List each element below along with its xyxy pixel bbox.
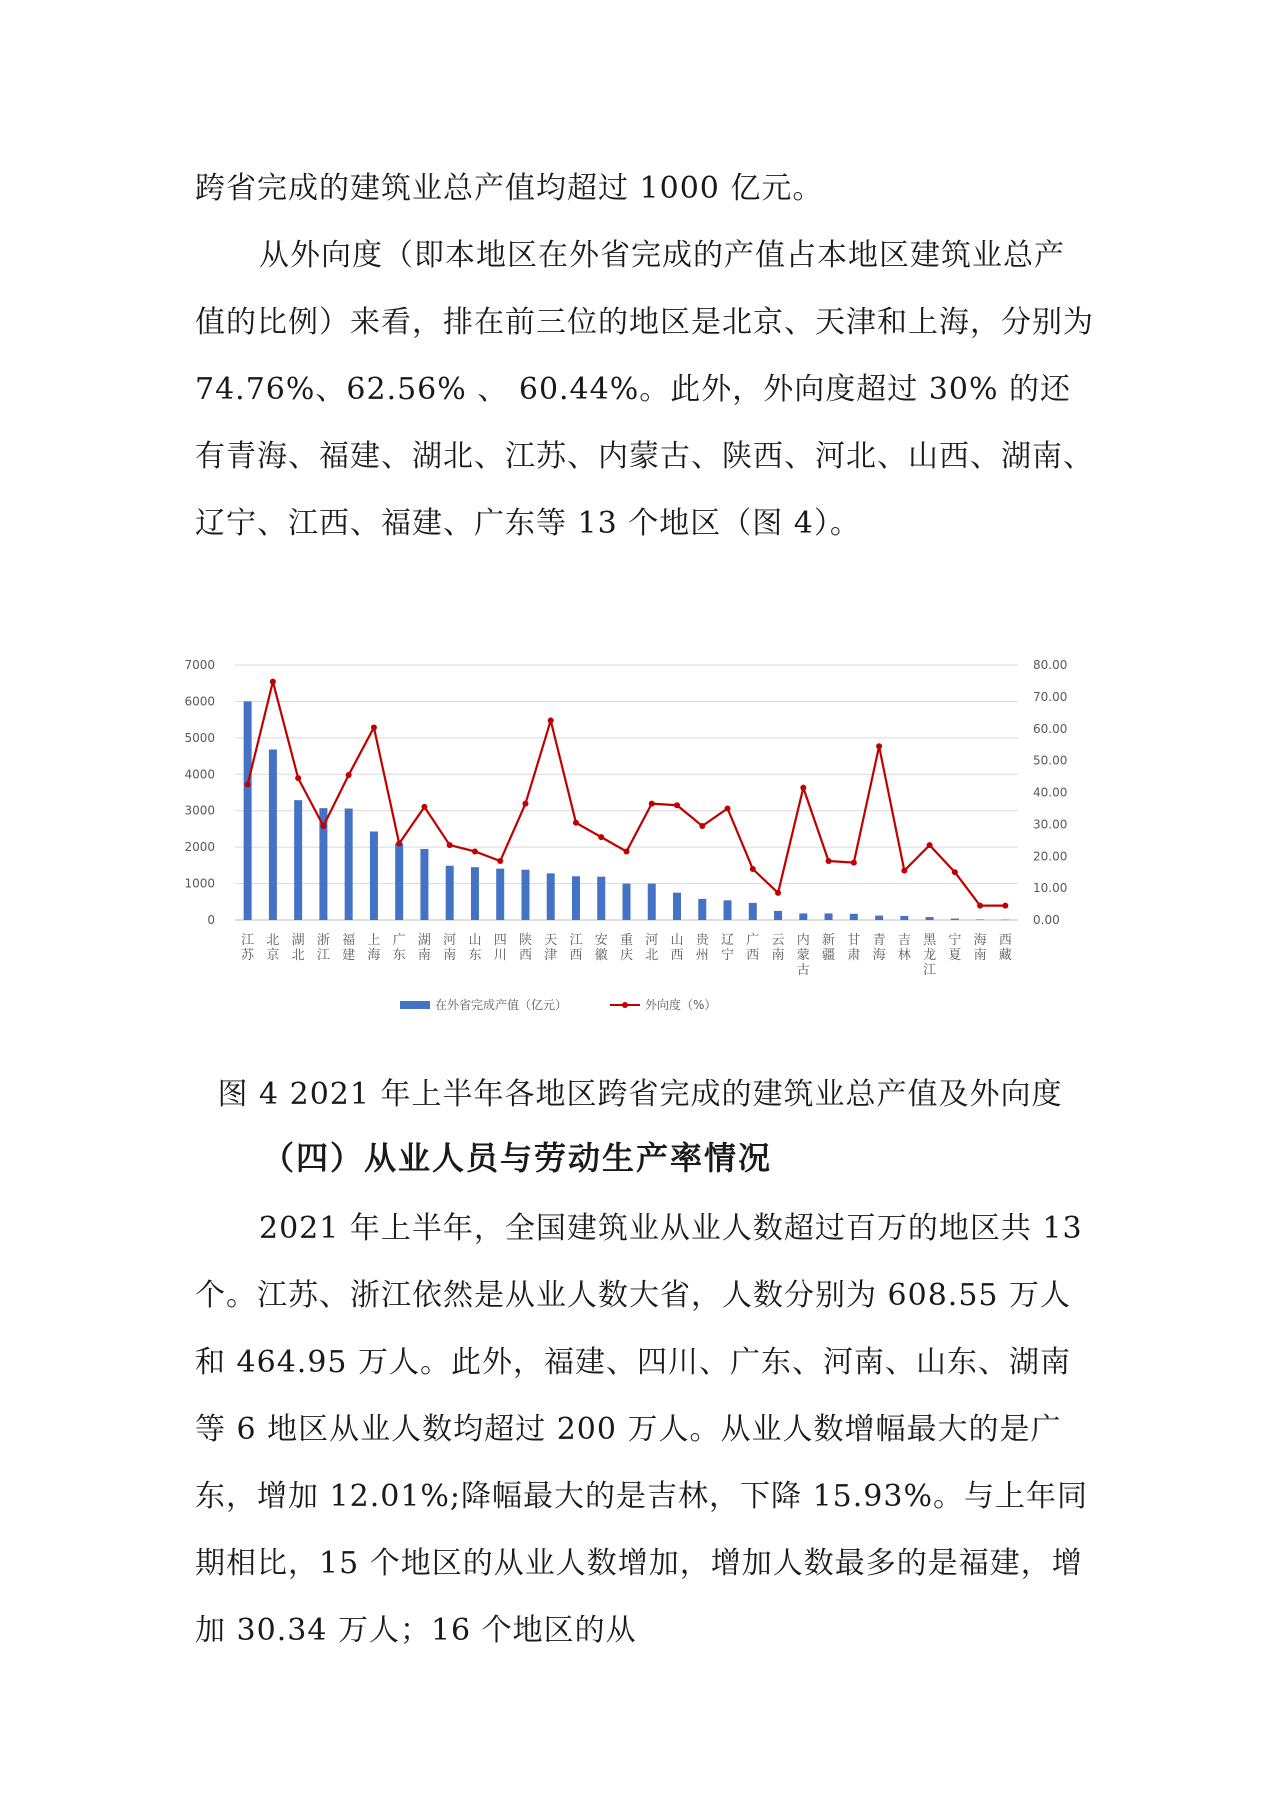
line-point — [927, 842, 933, 848]
line-point — [522, 801, 528, 807]
line-point — [674, 802, 680, 808]
line-point — [472, 848, 478, 854]
line-point — [320, 823, 326, 829]
y-left-tick-label: 6000 — [184, 694, 215, 709]
line-point — [573, 820, 579, 826]
line-point — [548, 717, 554, 723]
legend-line-label: 外向度（%） — [645, 998, 717, 1012]
line-point — [750, 866, 756, 872]
y-right-tick-label: 0.00 — [1033, 913, 1060, 927]
y-right-tick-label: 20.00 — [1033, 849, 1068, 864]
bar — [269, 750, 277, 920]
bar — [926, 917, 934, 920]
line-point — [346, 772, 352, 778]
line-point — [901, 868, 907, 874]
x-tick-label: 青海 — [872, 933, 886, 963]
paragraph-2 — [195, 222, 1095, 557]
x-tick-label: 贵州 — [695, 933, 709, 963]
bar — [976, 919, 984, 920]
line-point — [497, 858, 503, 864]
y-right-tick-label: 50.00 — [1033, 753, 1068, 768]
x-tick-label: 北京 — [266, 933, 280, 963]
paragraph-3 — [195, 1195, 1095, 1664]
line-point — [598, 834, 604, 840]
paragraph-1 — [195, 155, 1095, 222]
x-tick-label: 宁夏 — [948, 933, 962, 963]
x-tick-label: 河北 — [645, 933, 659, 963]
figure-caption: 图 4 2021 年上半年各地区跨省完成的建筑业总产值及外向度 — [217, 1077, 1063, 1112]
x-tick-label: 辽宁 — [721, 933, 735, 963]
x-tick-label: 海南 — [973, 933, 987, 963]
line-point — [699, 823, 705, 829]
line-point — [725, 805, 731, 811]
bar — [648, 884, 656, 920]
x-tick-label: 湖北 — [291, 933, 305, 963]
bar — [850, 914, 858, 920]
line-point — [624, 848, 630, 854]
x-tick-label: 黑龙江 — [923, 933, 937, 978]
x-tick-label: 安徽 — [594, 933, 608, 963]
x-tick-label: 广东 — [392, 933, 406, 963]
y-right-tick-label: 30.00 — [1033, 817, 1068, 832]
y-right-tick-label: 70.00 — [1033, 689, 1068, 704]
bar — [395, 844, 403, 921]
bar — [825, 913, 833, 920]
bar — [370, 831, 378, 920]
line-point — [371, 724, 377, 730]
bar — [345, 809, 353, 920]
section-heading: （四）从业人员与劳动生产率情况 — [262, 1139, 773, 1177]
x-tick-label: 福建 — [342, 933, 356, 963]
x-tick-label: 云南 — [771, 933, 785, 963]
line-point — [295, 775, 301, 781]
x-tick-label: 甘肃 — [847, 933, 861, 963]
y-left-tick-label: 5000 — [184, 730, 215, 745]
x-tick-label: 天津 — [544, 933, 558, 963]
x-tick-label: 内蒙古 — [796, 933, 810, 978]
line-point — [649, 801, 655, 807]
bar — [294, 800, 302, 920]
bar — [951, 919, 959, 920]
x-tick-label: 江苏 — [241, 933, 255, 963]
y-left-tick-label: 0 — [207, 913, 215, 927]
x-tick-label: 西藏 — [998, 933, 1012, 963]
y-right-tick-label: 80.00 — [1033, 658, 1068, 672]
bar — [597, 877, 605, 920]
y-right-tick-label: 60.00 — [1033, 721, 1068, 736]
x-tick-label: 江西 — [569, 933, 583, 963]
bar — [244, 701, 252, 920]
bar — [749, 903, 757, 920]
bar — [547, 873, 555, 920]
line-series-path — [248, 682, 1006, 906]
figure-4-chart — [184, 640, 1075, 1040]
x-tick-label: 上海 — [367, 933, 381, 963]
y-left-tick-label: 3000 — [184, 803, 215, 818]
bar — [623, 884, 631, 920]
y-left-tick-label: 4000 — [184, 767, 215, 782]
bar — [1001, 920, 1009, 921]
bar — [673, 893, 681, 920]
x-tick-label: 新疆 — [822, 933, 836, 963]
chart-canvas — [184, 640, 1075, 1040]
legend-bar-label: 在外省完成产值（亿元） — [435, 998, 568, 1012]
y-left-tick-label: 7000 — [184, 658, 215, 672]
bar — [420, 849, 428, 920]
x-tick-label: 吉林 — [897, 933, 911, 963]
x-tick-label: 浙江 — [316, 933, 330, 963]
x-tick-label: 重庆 — [619, 933, 634, 963]
bar — [521, 870, 529, 920]
x-tick-label: 广西 — [746, 933, 760, 963]
legend-bar-swatch — [400, 1001, 430, 1009]
y-right-tick-label: 10.00 — [1033, 881, 1068, 896]
x-tick-label: 四川 — [493, 933, 507, 963]
x-tick-label: 湖南 — [417, 933, 431, 963]
paragraph-1-text: 跨省完成的建筑业总产值均超过 1000 亿元。 — [195, 171, 824, 206]
y-left-tick-label: 2000 — [184, 840, 215, 855]
line-point — [1002, 903, 1008, 909]
line-point — [952, 869, 958, 875]
bar — [496, 869, 504, 920]
legend-line-marker — [622, 1002, 628, 1008]
line-point — [421, 804, 427, 810]
line-point — [977, 903, 983, 909]
bar — [446, 866, 454, 920]
bar — [900, 916, 908, 920]
line-point — [270, 679, 276, 685]
line-point — [851, 860, 857, 866]
bar — [774, 911, 782, 920]
x-tick-label: 河南 — [443, 933, 457, 963]
line-point — [775, 890, 781, 896]
x-tick-label: 山东 — [468, 933, 482, 963]
x-tick-label: 山西 — [670, 933, 684, 963]
y-left-tick-label: 1000 — [184, 876, 215, 891]
bar — [799, 913, 807, 920]
line-point — [826, 858, 832, 864]
y-right-tick-label: 40.00 — [1033, 785, 1068, 800]
x-tick-label: 陕西 — [518, 933, 532, 963]
line-point — [396, 841, 402, 847]
line-point — [245, 782, 251, 788]
bar — [724, 900, 732, 920]
bar — [698, 899, 706, 920]
line-point — [447, 842, 453, 848]
bar — [572, 876, 580, 920]
paragraph-3-text: 2021 年上半年，全国建筑业从业人数超过百万的地区共 13 个。江苏、浙江依然是从业人数大省，人数分别为 608.55 万人和 464.95 万人。此外，福建、四川、广东、河南、山东、湖南等 6 地区从业人数均超过 200 万人。从业人数增幅最大的是广东，增加 12.01%;降幅最大的是吉林，下降 15.93%。与上年同期相比，15 个地区的从业人数增加，增加人数最多的是福建，增加 30.34 万人；16 个地区的从 — [195, 1211, 1088, 1648]
paragraph-2-text: 从外向度（即本地区在外省完成的产值占本地区建筑业总产值的比例）来看，排在前三位的地区是北京、天津和上海，分别为 74.76%、62.56% 、 60.44%。此外，外向度超过 30% 的还有青海、福建、湖北、江苏、内蒙古、陕西、河北、山西、湖南、辽宁、江西、福建、广东等 13 个地区（图 4）。 — [195, 238, 1094, 541]
bar — [471, 867, 479, 920]
line-point — [876, 743, 882, 749]
bar — [875, 916, 883, 920]
line-point — [800, 785, 806, 791]
